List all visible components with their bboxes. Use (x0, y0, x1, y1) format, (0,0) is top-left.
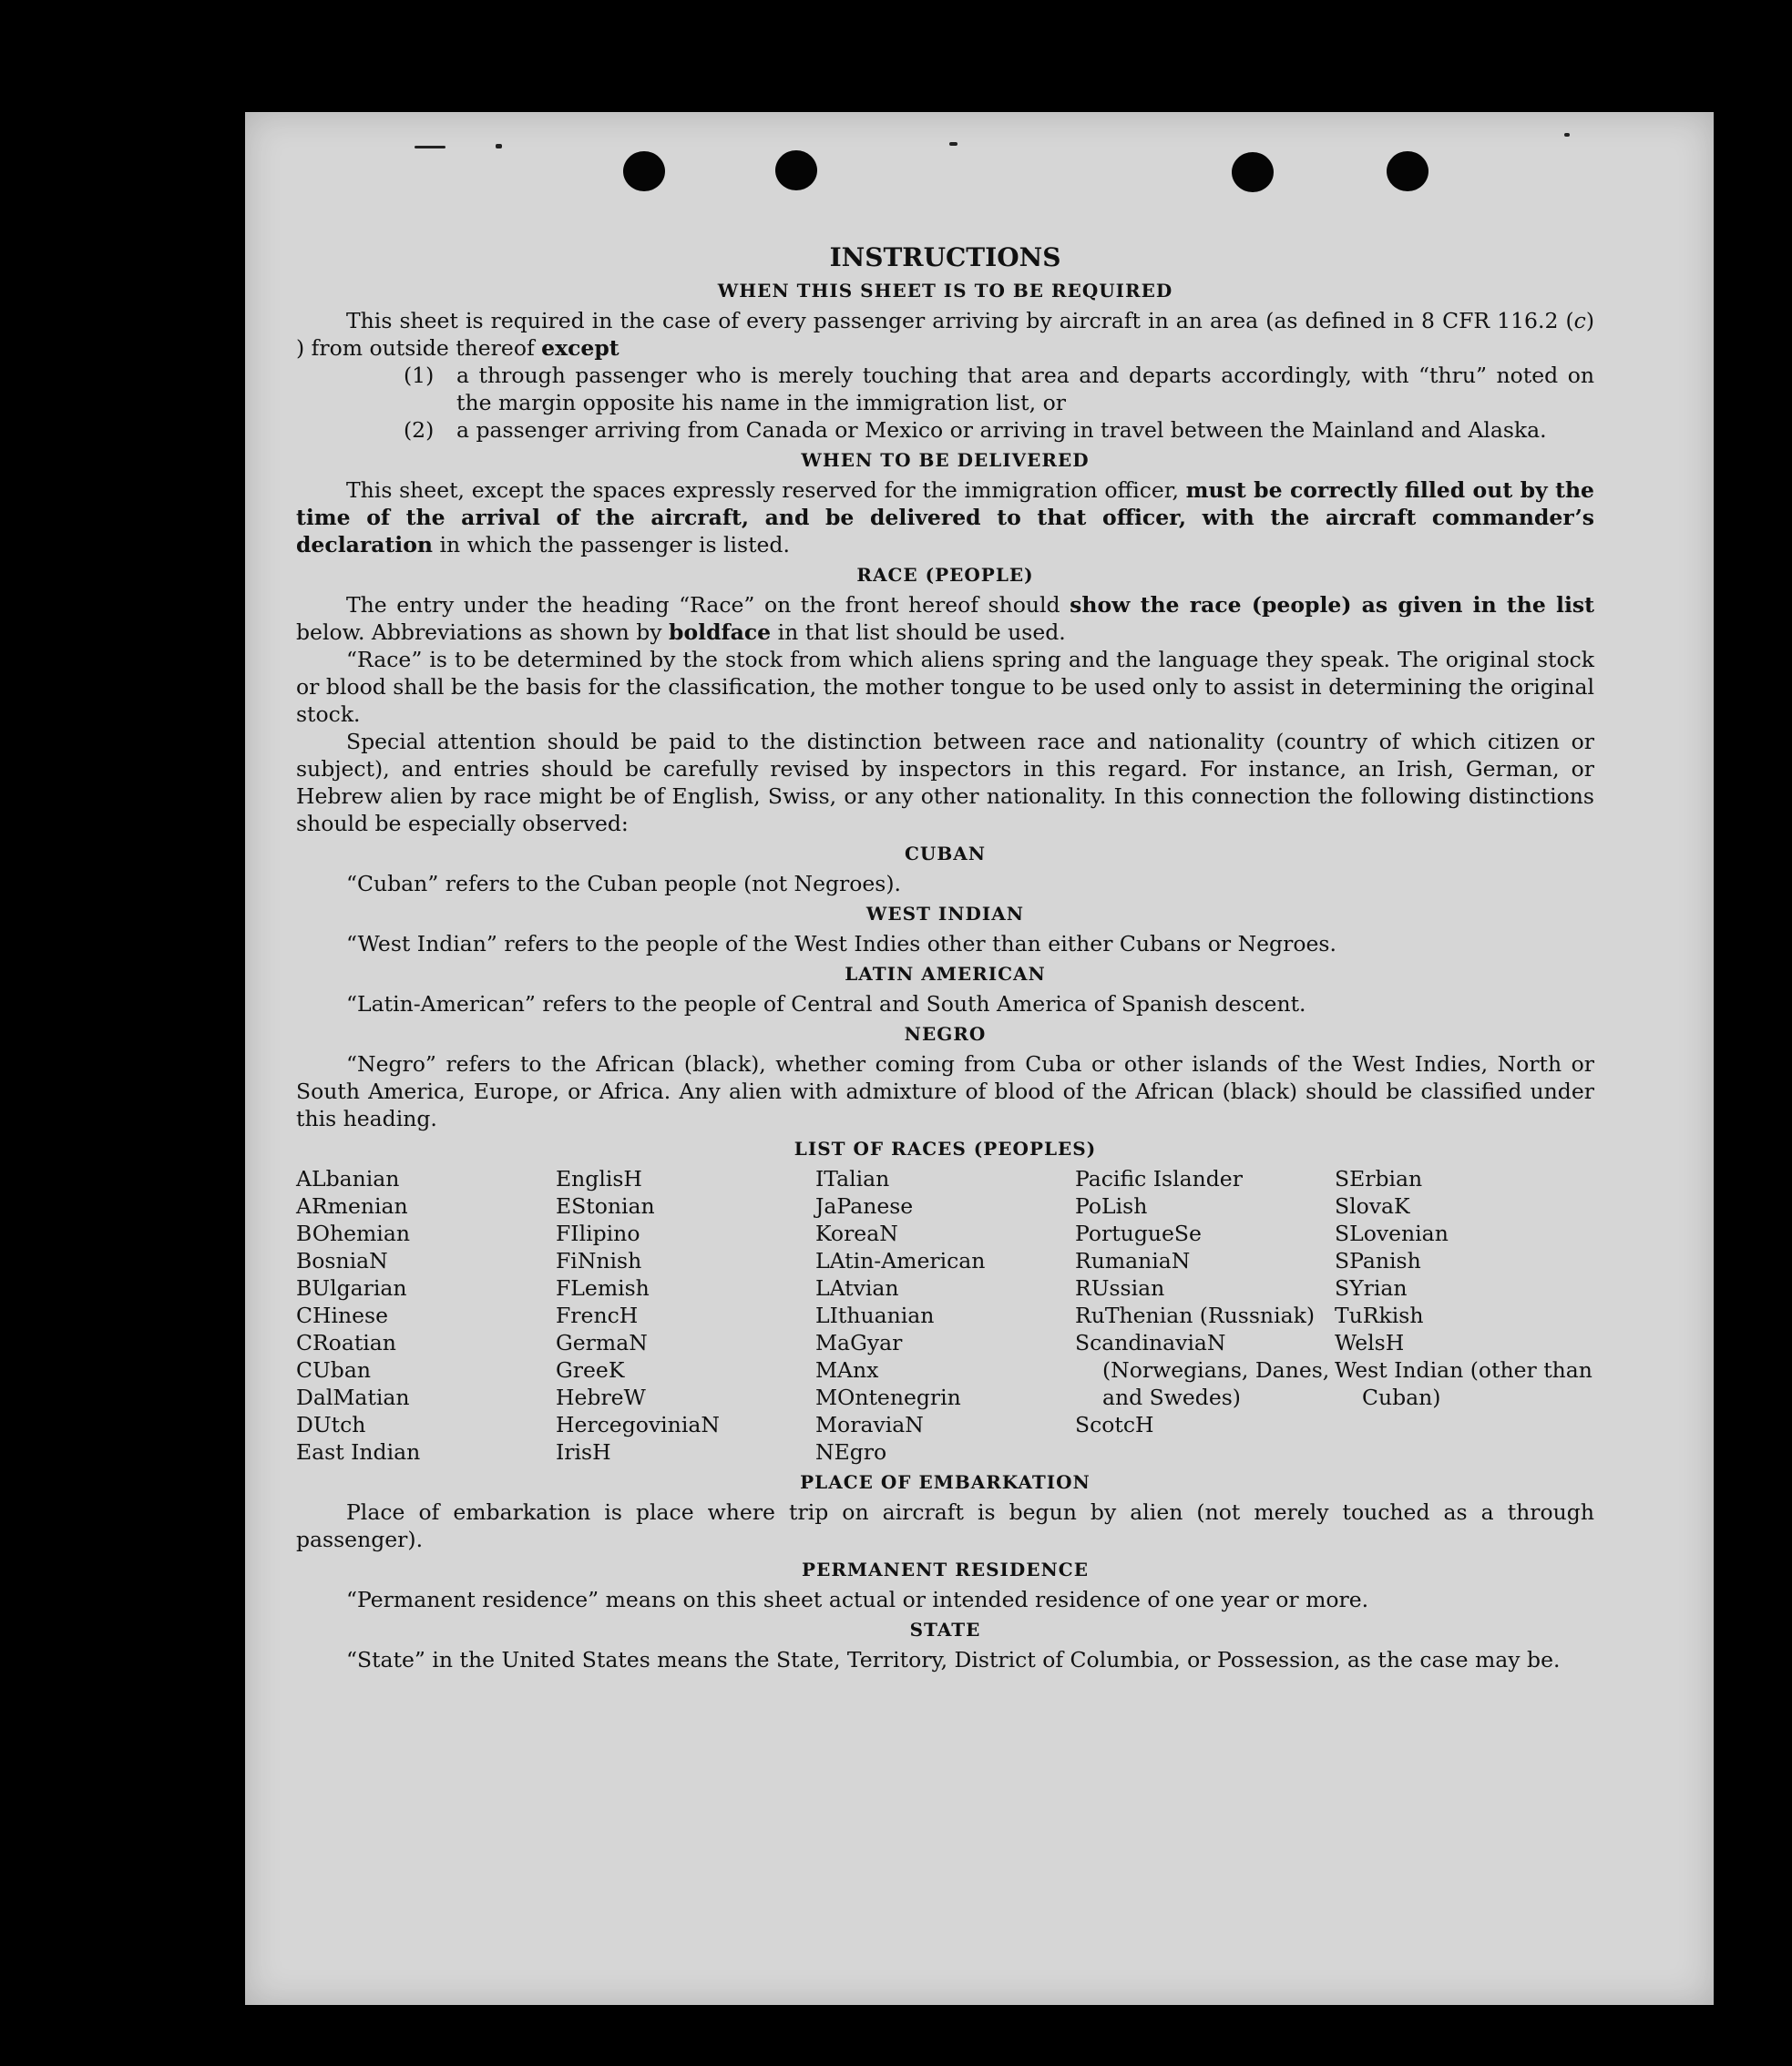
heading-negro: NEGRO (904, 1023, 987, 1045)
race-entry: LAtvian (815, 1275, 899, 1301)
race-entry: ScotcH (1075, 1412, 1154, 1437)
race-entry: PoLish (1075, 1193, 1148, 1219)
race-entry: FLemish (556, 1275, 650, 1301)
heading-cuban: CUBAN (904, 843, 987, 864)
embarkation-text: Place of embarkation is place where trip on aircraft is begun by alien (not merely touched as a through passenger). (296, 1499, 1594, 1552)
race-entry: ALbanian (296, 1166, 400, 1192)
west-indian-text: “West Indian” refers to the people of the West Indies other than either Cubans or Negroes. (346, 931, 1336, 956)
heading-latin-american: LATIN AMERICAN (845, 963, 1046, 985)
race-entry: MaGyar (815, 1330, 903, 1355)
race-entry: RuThenian (Russniak) (1075, 1303, 1315, 1328)
race-entry: FiNnish (556, 1248, 642, 1273)
race-entry: ARmenian (296, 1193, 408, 1219)
race-text-e: in that list should be used. (771, 619, 1066, 645)
heading-race: RACE (PEOPLE) (856, 564, 1034, 586)
race-entry: SlovaK (1335, 1193, 1410, 1219)
heading-required: WHEN THIS SHEET IS TO BE REQUIRED (717, 280, 1173, 302)
race-text-bold: show the race (people) as given in the list (1070, 592, 1595, 618)
race-entry: GreeK (556, 1357, 625, 1383)
latin-american-text: “Latin-American” refers to the people of Central and South America of Spanish descent. (346, 991, 1306, 1017)
race-entry: BosniaN (296, 1248, 388, 1273)
race-entry: MOntenegrin (815, 1385, 961, 1410)
race-entry: RUssian (1075, 1275, 1165, 1301)
race-entry: TuRkish (1335, 1303, 1424, 1328)
races-list (296, 1165, 1594, 1466)
race-entry: MAnx (815, 1357, 879, 1383)
race-entry: SLovenian (1335, 1221, 1449, 1246)
race-entry: West Indian (other than Cuban) (1335, 1357, 1592, 1410)
item-number: (1) (404, 363, 435, 388)
instructions-content (296, 241, 1594, 1673)
scan-speck (1564, 133, 1570, 137)
race-entry: RumaniaN (1075, 1248, 1191, 1273)
race-entry: East Indian (296, 1439, 421, 1465)
heading-embarkation: PLACE OF EMBARKATION (800, 1471, 1091, 1493)
residence-text: “Permanent residence” means on this sheet actual or intended residence of one year or more. (346, 1587, 1369, 1612)
delivered-text-bold: must be correctly filled out by the time of the arrival of the aircraft, and be delivered to that officer, with the aircraft commander’s declaration (296, 477, 1594, 557)
race-paragraph-3: Special attention should be paid to the distinction between race and nationality (country of which citizen or subject), and entries should be carefully revised by inspectors in this regard. For instance, an Irish, German, or Hebrew alien by race might be of English, Swiss, or any other nationality. In this connection the following distinctions should be especially observed: (296, 729, 1594, 836)
race-entry: CUban (296, 1357, 371, 1383)
delivered-text-a: This sheet, except the spaces expressly reserved for the immigration officer, (346, 477, 1186, 503)
item-text: a passenger arriving from Canada or Mexico or arriving in travel between the Mainland and Alaska. (456, 417, 1547, 443)
race-entry: HebreW (556, 1385, 646, 1410)
race-entry: MoraviaN (815, 1412, 924, 1437)
race-entry: ITalian (815, 1166, 890, 1192)
race-text-boldface: boldface (669, 619, 772, 645)
race-entry: DUtch (296, 1412, 366, 1437)
race-entry: BOhemian (296, 1221, 410, 1246)
race-entry: DalMatian (296, 1385, 410, 1410)
races-column-3 (815, 1165, 1075, 1466)
punch-hole (775, 150, 817, 190)
delivered-paragraph (296, 476, 1594, 558)
heading-delivered: WHEN TO BE DELIVERED (801, 449, 1090, 471)
race-entry: EStonian (556, 1193, 655, 1219)
race-text-a: The entry under the heading “Race” on the front hereof should (346, 592, 1070, 618)
delivered-text-c: in which the passenger is listed. (433, 532, 790, 557)
heading-west-indian: WEST INDIAN (865, 903, 1025, 925)
required-intro-text-2: ) ) from outside thereof (296, 308, 1594, 361)
race-entry: FrencH (556, 1303, 639, 1328)
races-column-1 (296, 1165, 556, 1466)
race-entry: IrisH (556, 1439, 611, 1465)
race-entry: WelsH (1335, 1330, 1405, 1355)
scan-speck (496, 144, 502, 148)
document-sheet (245, 112, 1714, 2005)
required-intro-text: This sheet is required in the case of every passenger arriving by aircraft in an area (as defined in 8 CFR 116.2 ( (346, 308, 1574, 333)
heading-residence: PERMANENT RESIDENCE (802, 1559, 1089, 1580)
scan-speck (415, 146, 445, 148)
scan-speck (949, 142, 957, 146)
race-paragraph-1 (296, 591, 1594, 646)
race-entry: BUlgarian (296, 1275, 407, 1301)
required-item-2 (404, 416, 1594, 444)
required-item-1 (404, 362, 1594, 416)
punch-hole (1387, 151, 1428, 191)
required-intro-except: except (541, 335, 620, 361)
race-entry: CRoatian (296, 1330, 396, 1355)
race-text-c: below. Abbreviations as shown by (296, 619, 670, 645)
race-entry: FIlipino (556, 1221, 640, 1246)
race-entry: Pacific Islander (1075, 1166, 1243, 1192)
race-entry: SYrian (1335, 1275, 1408, 1301)
negro-text: “Negro” refers to the African (black), whether coming from Cuba or other islands of the West Indies, North or South America, Europe, or Africa. Any alien with admixture of blood of the African (black) should be classified under this heading. (296, 1051, 1594, 1131)
cuban-text: “Cuban” refers to the Cuban people (not Negroes). (346, 871, 902, 896)
races-column-5 (1335, 1165, 1594, 1466)
race-paragraph-2: “Race” is to be determined by the stock from which aliens spring and the language they speak. The original stock or blood shall be the basis for the classification, the mother tongue to be used only to assist in determining the original stock. (296, 647, 1594, 727)
heading-races-list: LIST OF RACES (PEOPLES) (794, 1138, 1097, 1160)
race-entry: KoreaN (815, 1221, 898, 1246)
race-entry: CHinese (296, 1303, 388, 1328)
race-entry: SErbian (1335, 1166, 1423, 1192)
races-column-4 (1075, 1165, 1335, 1466)
page-title: INSTRUCTIONS (829, 242, 1061, 272)
race-entry: HercegoviniaN (556, 1412, 720, 1437)
punch-hole (623, 151, 665, 191)
state-text: “State” in the United States means the State, Territory, District of Columbia, or Possession, as the case may be. (346, 1647, 1561, 1672)
race-entry: LAtin-American (815, 1248, 986, 1273)
race-entry: LIthuanian (815, 1303, 935, 1328)
race-entry: ScandinaviaN (Norwegians, Danes, and Swedes) (1075, 1330, 1330, 1410)
race-entry: EnglisH (556, 1166, 642, 1192)
item-number: (2) (404, 417, 435, 443)
races-column-2 (556, 1165, 815, 1466)
heading-state: STATE (909, 1619, 981, 1641)
item-text: a through passenger who is merely touching that area and departs accordingly, with “thru” noted on the margin opposite his name in the immigration list, or (456, 363, 1594, 415)
required-intro (296, 307, 1594, 362)
race-entry: JaPanese (815, 1193, 914, 1219)
race-entry: PortugueSe (1075, 1221, 1202, 1246)
race-entry: NEgro (815, 1439, 887, 1465)
race-entry: SPanish (1335, 1248, 1421, 1273)
race-entry: GermaN (556, 1330, 648, 1355)
punch-hole (1232, 152, 1274, 192)
required-intro-sub: c (1573, 308, 1586, 333)
